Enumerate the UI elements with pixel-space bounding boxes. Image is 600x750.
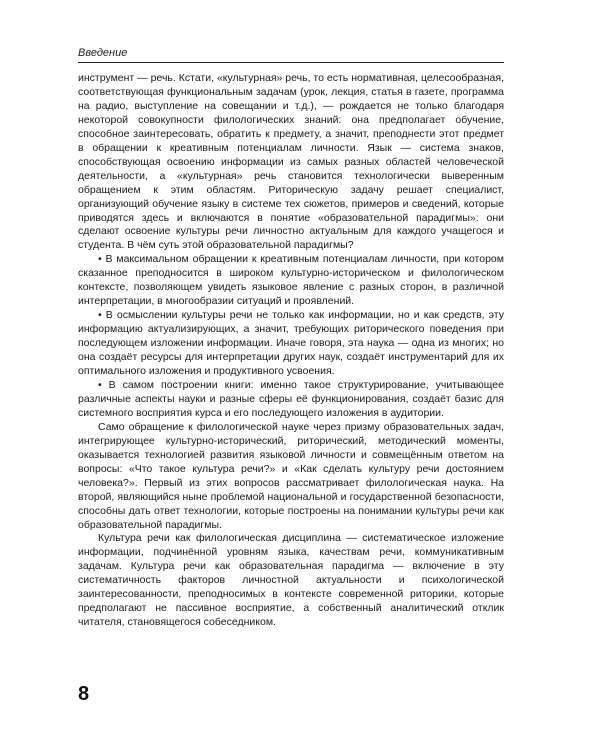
paragraph: Культура речи как филологическая дисциплина — систематическое изложение информации, подчинённой уровням языка, качествам речи, коммуникативным задачам. Культура речи как образовательная парадигма — включение в эту систематичность факторов личностной актуальности и психологической заинтересованности, преподносимых в контексте современной риторики, которые предполагают не пассивное восприятие, а собственный аналитический отклик читателя, становящегося собеседником. [78, 532, 504, 629]
bullet-item: • В осмыслении культуры речи не только как информации, но и как средств, эту информацию актуализирующих, а значит, требующих риторического поведения при последующем изложении информации. Иначе говоря, эта наука — одна из многих; но она создаёт ресурсы для интерпретации других наук, создаёт инструментарий для их оптимального изложения и продуктивного усвоения. [78, 309, 504, 378]
body-text [78, 72, 504, 630]
bullet-item: • В максимальном обращении к креативным потенциалам личности, при котором сказанное преподносится в широком культурно-историческом и филологическом контексте, позволяющем увидеть языковое явление с разных сторон, в различной интерпретации, в многообразии ситуаций и проявлений. [78, 253, 504, 308]
running-head-title: Введение [78, 47, 128, 59]
header-rule [78, 62, 504, 63]
paragraph-continuation: инструмент — речь. Кстати, «культурная» речь, то есть нормативная, целесообразная, соответствующая функциональным задачам (урок, лекция, статья в газете, программа на радио, выступление на совещании и т.д.), — рождается не только благодаря некоторой совокупности филологических знаний: она предполагает обучение, способное заинтересовать, обратить к предмету, а значит, преподнести этот предмет в обращении к креативным потенциалам личности. Язык — система знаков, способствующая освоению информации из самых разных областей человеческой деятельности, а «культурная» речь становится технологически выверенным обращением к этим областям. Риторическую задачу решает специалист, организующий обучение языку в системе тех сюжетов, примеров и сведений, которые приводятся здесь и включаются в понятие «образовательной парадигмы»: они сделают освоение культуры речи личностно актуальным для каждого учащегося и студента. В чём суть этой образовательной парадигмы? [78, 72, 504, 252]
page-number: 8 [78, 683, 90, 705]
paragraph: Само обращение к филологической науке через призму образовательных задач, интегрирующее культурно-исторический, риторический, методический моменты, оказывается технологией развития языковой личности и совмещённым ответом на вопросы: «Что такое культура речи?» и «Как сделать культуру речи достоянием человека?». Первый из этих вопросов рассматривает филологическая наука. На второй, являющийся ныне проблемой национальной и государственной безопасности, способны дать ответ технологии, которые построены на понимании культуры речи как образовательной парадигмы. [78, 420, 504, 531]
bullet-item: • В самом построении книги: именно такое структурирование, учитывающее различные аспекты науки и разные сферы её функционирования, создаёт базис для системного восприятия курса и его последующего изложения в аудитории. [78, 378, 504, 419]
